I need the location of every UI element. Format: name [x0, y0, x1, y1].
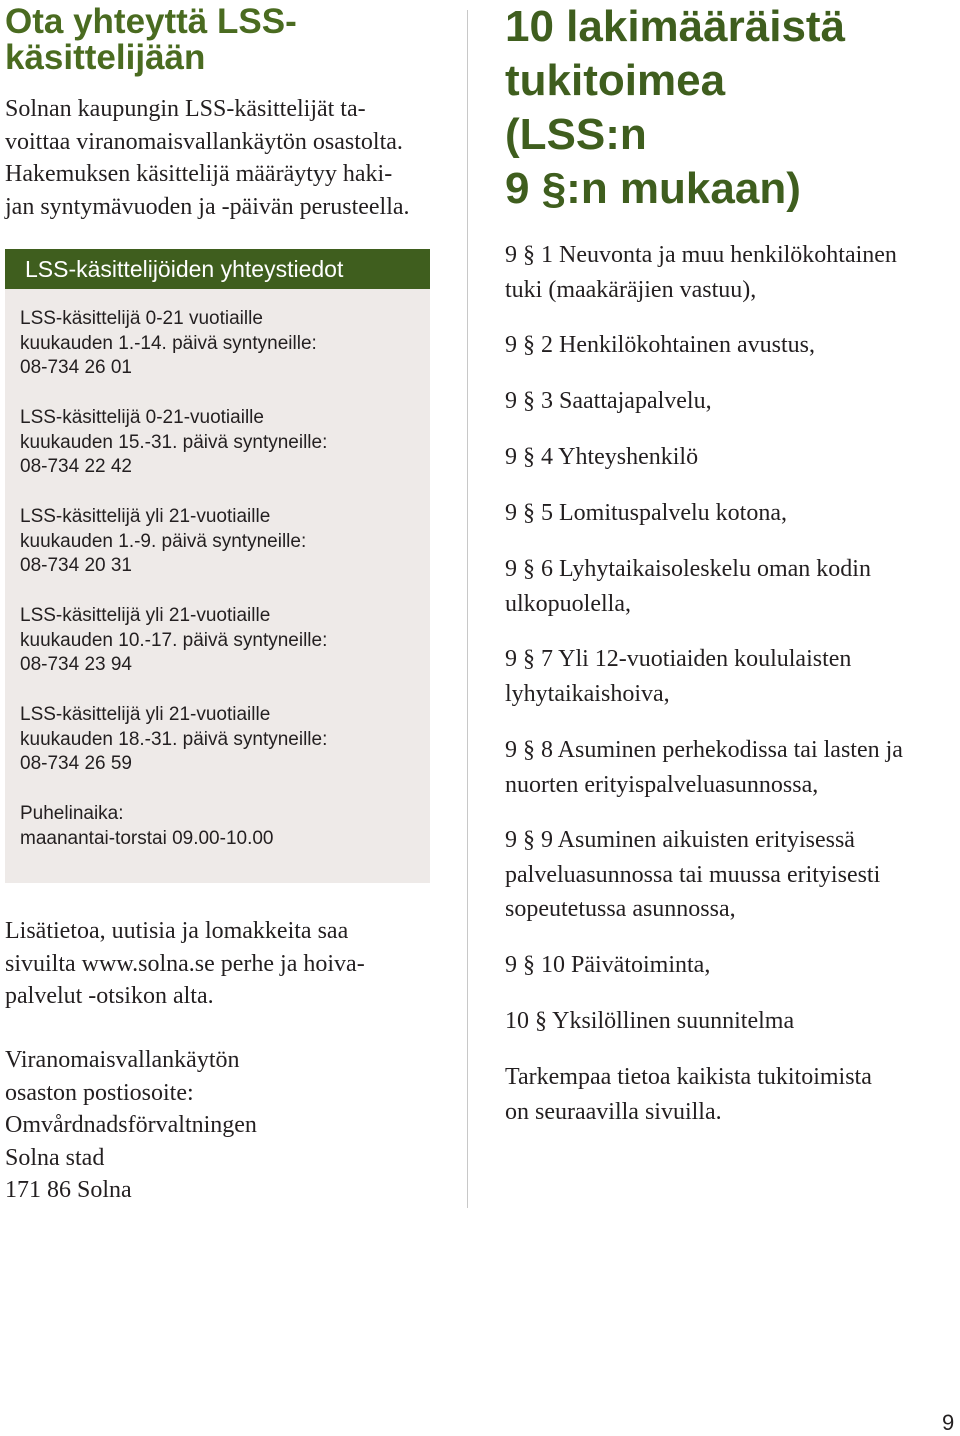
right-title-line: tukitoimea [505, 56, 726, 105]
contact-days: kuukauden 1.-9. päivä syntyneille: [20, 530, 307, 552]
support-item-line: 9 § 10 Päivätoiminta, [505, 952, 711, 978]
support-item [505, 440, 698, 475]
footer-note-line: Tarkempaa tietoa kaikista tukitoimista [505, 1064, 872, 1090]
right-title-line: (LSS:n [505, 110, 647, 159]
more-info-line: Lisätietoa, uutisia ja lomakkeita saa [5, 918, 349, 944]
postal-line: Omvårdnadsförvaltningen [5, 1112, 257, 1138]
contact-entry [20, 505, 306, 579]
support-item-line: 9 § 6 Lyhytaikaisoleskelu oman kodin [505, 556, 871, 582]
column-divider [467, 10, 468, 1208]
contact-days: kuukauden 10.-17. päivä syntyneille: [20, 629, 328, 651]
contact-phone: 08-734 26 59 [20, 753, 132, 774]
contact-days: kuukauden 1.-14. päivä syntyneille: [20, 332, 317, 354]
contact-entry [20, 307, 317, 381]
postal-line: Solna stad [5, 1144, 105, 1171]
support-item-line: sopeutetussa asunnossa, [505, 896, 736, 922]
more-info-line: sivuilta www.solna.se perhe ja hoiva- [5, 950, 365, 977]
postal-line: osaston postiosoite: [5, 1079, 194, 1106]
support-item [505, 384, 712, 419]
left-title-line-2: käsittelijään [5, 38, 206, 77]
postal-line: Viranomaisvallankäytön [5, 1047, 240, 1073]
phone-hours [20, 802, 274, 851]
contact-phone: 08-734 20 31 [20, 555, 132, 576]
footer-note-line: on seuraavilla sivuilla. [505, 1098, 722, 1125]
contact-role: LSS-käsittelijä yli 21-vuotiaille [20, 605, 271, 626]
support-item-line: nuorten erityispalveluasunnossa, [505, 771, 819, 798]
support-item [505, 552, 871, 621]
contact-role: LSS-käsittelijä 0-21 vuotiaille [20, 308, 263, 329]
contact-entry [20, 703, 327, 777]
left-title-line-1: Ota yhteyttä LSS- [5, 2, 297, 41]
support-item-line: 9 § 4 Yhteyshenkilö [505, 444, 699, 470]
right-title-line: 10 lakimääräistä [505, 2, 846, 51]
support-item [505, 642, 851, 711]
contact-phone: 08-734 22 42 [20, 456, 132, 477]
phone-hours-label: Puhelinaika: [20, 803, 124, 824]
support-item-line: 9 § 1 Neuvonta ja muu henkilökohtainen [505, 242, 897, 268]
contact-role: LSS-käsittelijä 0-21-vuotiaille [20, 407, 264, 428]
support-item [505, 1004, 794, 1039]
support-item [505, 733, 903, 802]
more-info-line: palvelut -otsikon alta. [5, 983, 214, 1009]
phone-hours-value: maanantai-torstai 09.00-10.00 [20, 827, 274, 849]
postal-address [5, 1044, 257, 1207]
intro-line: voittaa viranomaisvallankäytön osastolta. [5, 128, 403, 155]
contact-days: kuukauden 15.-31. päivä syntyneille: [20, 431, 328, 453]
support-item-line: 9 § 9 Asuminen aikuisten erityisessä [505, 827, 855, 853]
intro-line: jan syntymävuoden ja -päivän perusteella. [5, 193, 410, 220]
intro-line: Hakemuksen käsittelijä määräytyy haki- [5, 161, 393, 187]
support-item [505, 823, 880, 927]
right-title-line: 9 §:n mukaan) [505, 164, 801, 213]
support-item-line: 10 § Yksilöllinen suunnitelma [505, 1008, 795, 1034]
more-info-paragraph [5, 915, 365, 1013]
page-number: 9 [942, 1410, 955, 1435]
support-item-line: 9 § 8 Asuminen perhekodissa tai lasten ja [505, 737, 903, 763]
intro-line: Solnan kaupungin LSS-käsittelijät ta- [5, 96, 366, 122]
contact-entry [20, 406, 327, 480]
support-item-line: palveluasunnossa tai muussa erityisesti [505, 861, 881, 888]
contact-days: kuukauden 18.-31. päivä syntyneille: [20, 728, 328, 750]
footer-note [505, 1060, 872, 1129]
support-item-line: 9 § 5 Lomituspalvelu kotona, [505, 500, 787, 526]
support-item-line: 9 § 7 Yli 12-vuotiaiden koululaisten [505, 646, 852, 672]
support-item-line: lyhytaikaishoiva, [505, 680, 670, 707]
right-title [505, 0, 845, 216]
intro-paragraph [5, 93, 430, 223]
support-item-line: tuki (maakäräjien vastuu), [505, 276, 757, 303]
support-item-line: 9 § 2 Henkilökohtainen avustus, [505, 332, 815, 358]
support-item-line: ulkopuolella, [505, 590, 631, 617]
contact-entry [20, 604, 327, 678]
support-item [505, 948, 710, 983]
left-title [5, 4, 297, 76]
contact-role: LSS-käsittelijä yli 21-vuotiaille [20, 704, 271, 725]
contact-role: LSS-käsittelijä yli 21-vuotiaille [20, 506, 271, 527]
postal-line: 171 86 Solna [5, 1177, 132, 1203]
contact-box-header: LSS-käsittelijöiden yhteystiedot [5, 249, 430, 289]
contact-box [5, 289, 430, 883]
support-item [505, 496, 787, 531]
support-item [505, 328, 815, 363]
support-item-line: 9 § 3 Saattajapalvelu, [505, 388, 712, 414]
contact-phone: 08-734 23 94 [20, 654, 132, 675]
contact-phone: 08-734 26 01 [20, 357, 132, 378]
support-item [505, 238, 897, 307]
